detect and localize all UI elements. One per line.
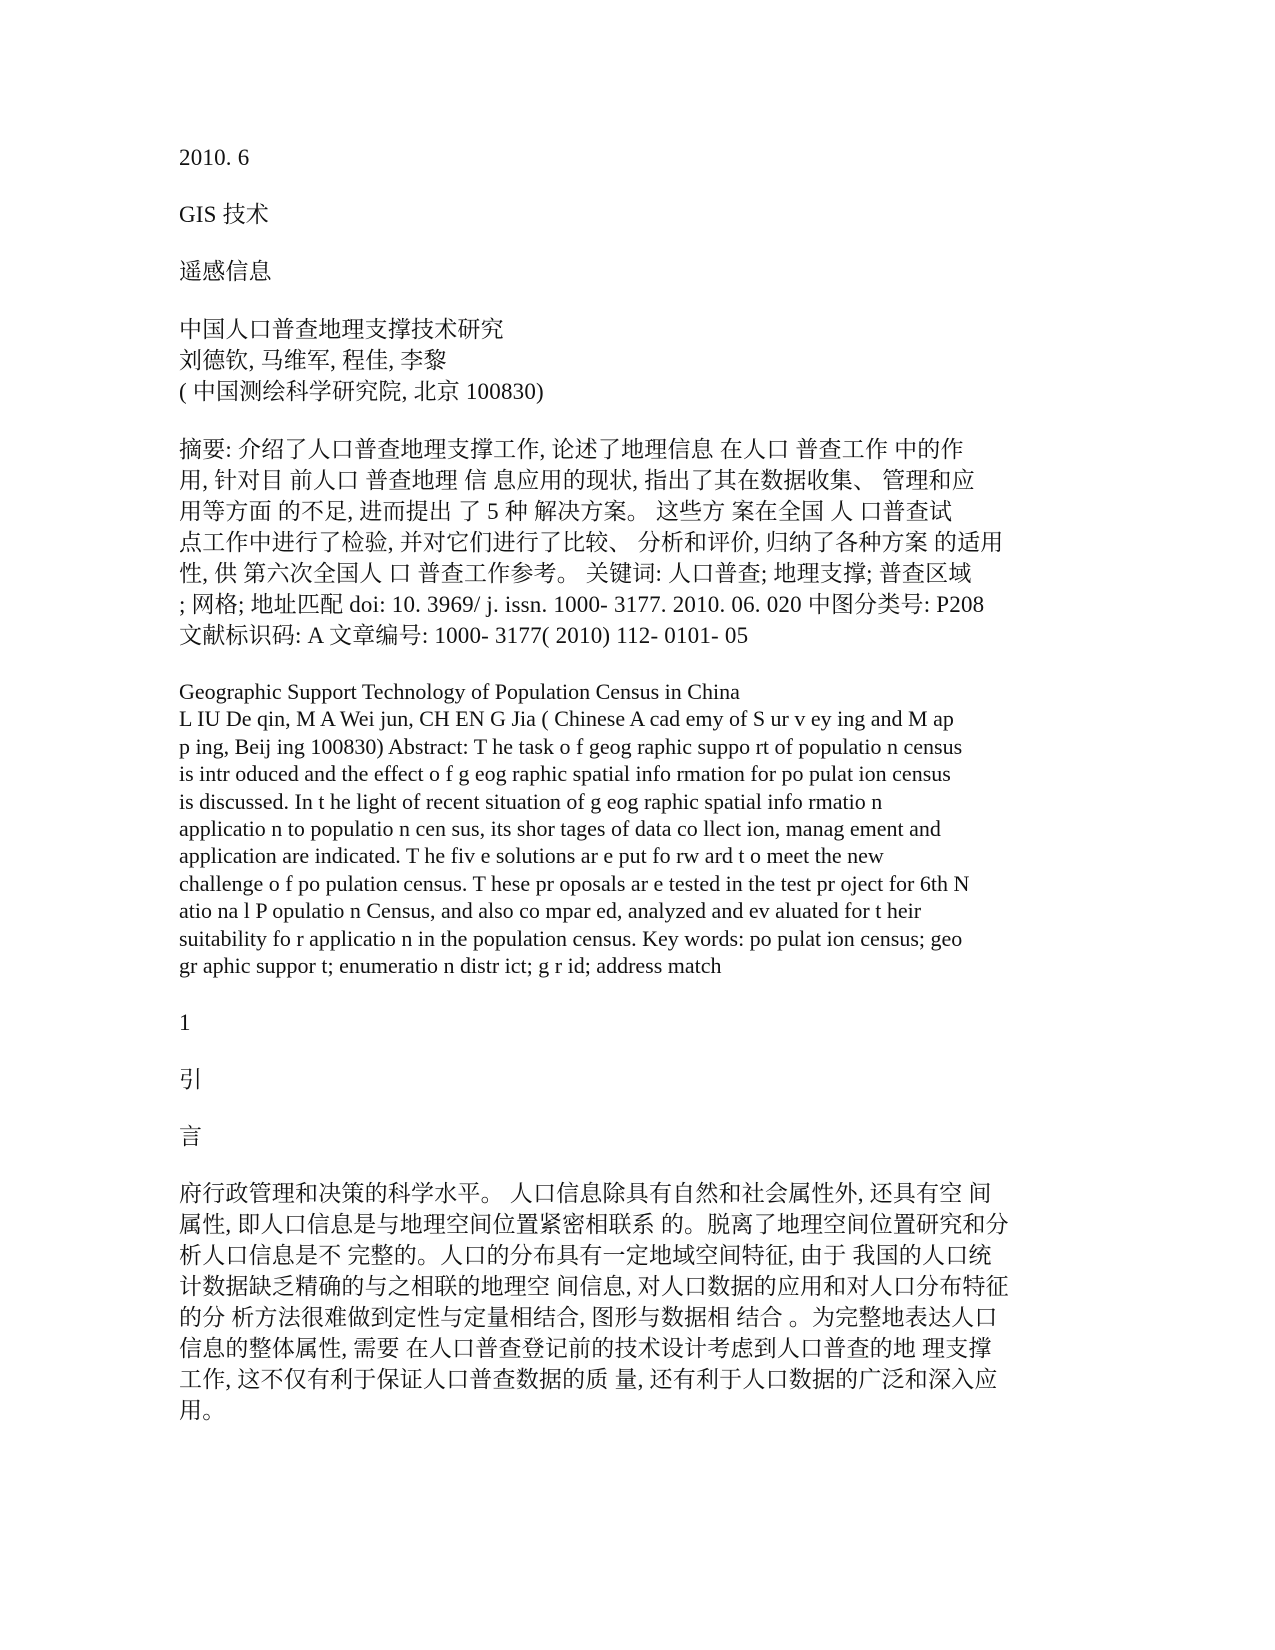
abstract-en-line: atio na l P opulatio n Census, and also co mpar ed, analyzed and ev aluated for t heir: [179, 898, 922, 924]
abstract-cn-line: 点工作中进行了检验, 并对它们进行了比较、 分析和评价, 归纳了各种方案 的适用: [179, 530, 1004, 555]
abstract-en-line: suitability fo r applicatio n in the population census. Key words: po pulat ion census; geo: [179, 925, 963, 951]
body-line: 计数据缺乏精确的与之相联的地理空 间信息, 对人口数据的应用和对人口分布特征: [179, 1274, 1009, 1300]
document-page: [179, 142, 1049, 1426]
abstract-en-line: application are indicated. T he fiv e solutions ar e put fo rw ard t o meet the new: [179, 843, 884, 869]
body-line: 府行政管理和决策的科学水平。 人口信息除具有自然和社会属性外, 还具有空 间: [179, 1181, 992, 1207]
body-line: 用。: [179, 1398, 226, 1424]
abstract-en-line: p ing, Beij ing 100830) Abstract: T he task o f geog raphic suppo rt of populatio n census: [179, 733, 963, 759]
abstract-cn-line: 文献标识码: A 文章编号: 1000- 3177( 2010) 112- 0101- 05: [179, 623, 749, 648]
authors-cn: 刘德钦, 马维军, 程佳, 李黎: [179, 348, 447, 373]
abstract-en-line: is intr oduced and the effect o f g eog raphic spatial info rmation for po pulat ion census: [179, 761, 951, 787]
section-title-char: 引: [179, 1067, 203, 1093]
body-line: 析人口信息是不 完整的。人口的分布具有一定地域空间特征, 由于 我国的人口统: [179, 1243, 992, 1269]
abstract-en: [179, 678, 1049, 979]
abstract-en-line: challenge o f po pulation census. T hese pr oposals ar e tested in the test pr oject for 6th N: [179, 870, 970, 896]
issue-date: 2010. 6: [179, 145, 250, 170]
abstract-cn-line: 摘要: 介绍了人口普查地理支撑工作, 论述了地理信息 在人口 普查工作 中的作: [179, 437, 964, 462]
journal-name: 遥感信息: [179, 259, 272, 284]
body-line: 的分 析方法很难做到定性与定量相结合, 图形与数据相 结合 。为完整地表达人口: [179, 1305, 998, 1331]
abstract-cn-line: 用, 针对目 前人口 普查地理 信 息应用的现状, 指出了其在数据收集、 管理和应: [179, 468, 975, 493]
article-title-en: Geographic Support Technology of Population Census in China: [179, 679, 740, 704]
article-title-cn: 中国人口普查地理支撑技术研究: [179, 317, 504, 342]
abstract-en-line: gr aphic suppor t; enumeratio n distr ict; g r id; address match: [179, 953, 722, 979]
abstract-cn-line: ; 网格; 地址匹配 doi: 10. 3969/ j. issn. 1000- 3177. 2010. 06. 020 中图分类号: P208: [179, 592, 985, 617]
abstract-en-line: L IU De qin, M A Wei jun, CH EN G Jia ( Chinese A cad emy of S ur v ey ing and M ap: [179, 706, 954, 732]
abstract-cn-line: 用等方面 的不足, 进而提出 了 5 种 解决方案。 这些方 案在全国 人 口普查试: [179, 499, 953, 524]
abstract-en-line: applicatio n to populatio n cen sus, its shor tages of data co llect ion, manag ement and: [179, 816, 941, 842]
abstract-cn-line: 性, 供 第六次全国人 口 普查工作参考。 关键词: 人口普查; 地理支撑; 普查区域: [179, 561, 972, 586]
body-line: 信息的整体属性, 需要 在人口普查登记前的技术设计考虑到人口普查的地 理支撑: [179, 1336, 992, 1362]
abstract-en-line: is discussed. In t he light of recent situation of g eog raphic spatial info rmatio n: [179, 788, 883, 814]
abstract-cn: [179, 434, 1049, 651]
section-title-char: 言: [179, 1124, 203, 1150]
body-text-cn: [179, 1178, 1049, 1426]
body-line: 属性, 即人口信息是与地理空间位置紧密相联系 的。脱离了地理空间位置研究和分: [179, 1212, 1009, 1238]
affiliation-cn: ( 中国测绘科学研究院, 北京 100830): [179, 379, 544, 404]
section-number: 1: [179, 1010, 191, 1036]
body-line: 工作, 这不仅有利于保证人口普查数据的质 量, 还有利于人口数据的广泛和深入应: [179, 1367, 998, 1393]
journal-section: GIS 技术: [179, 202, 270, 227]
